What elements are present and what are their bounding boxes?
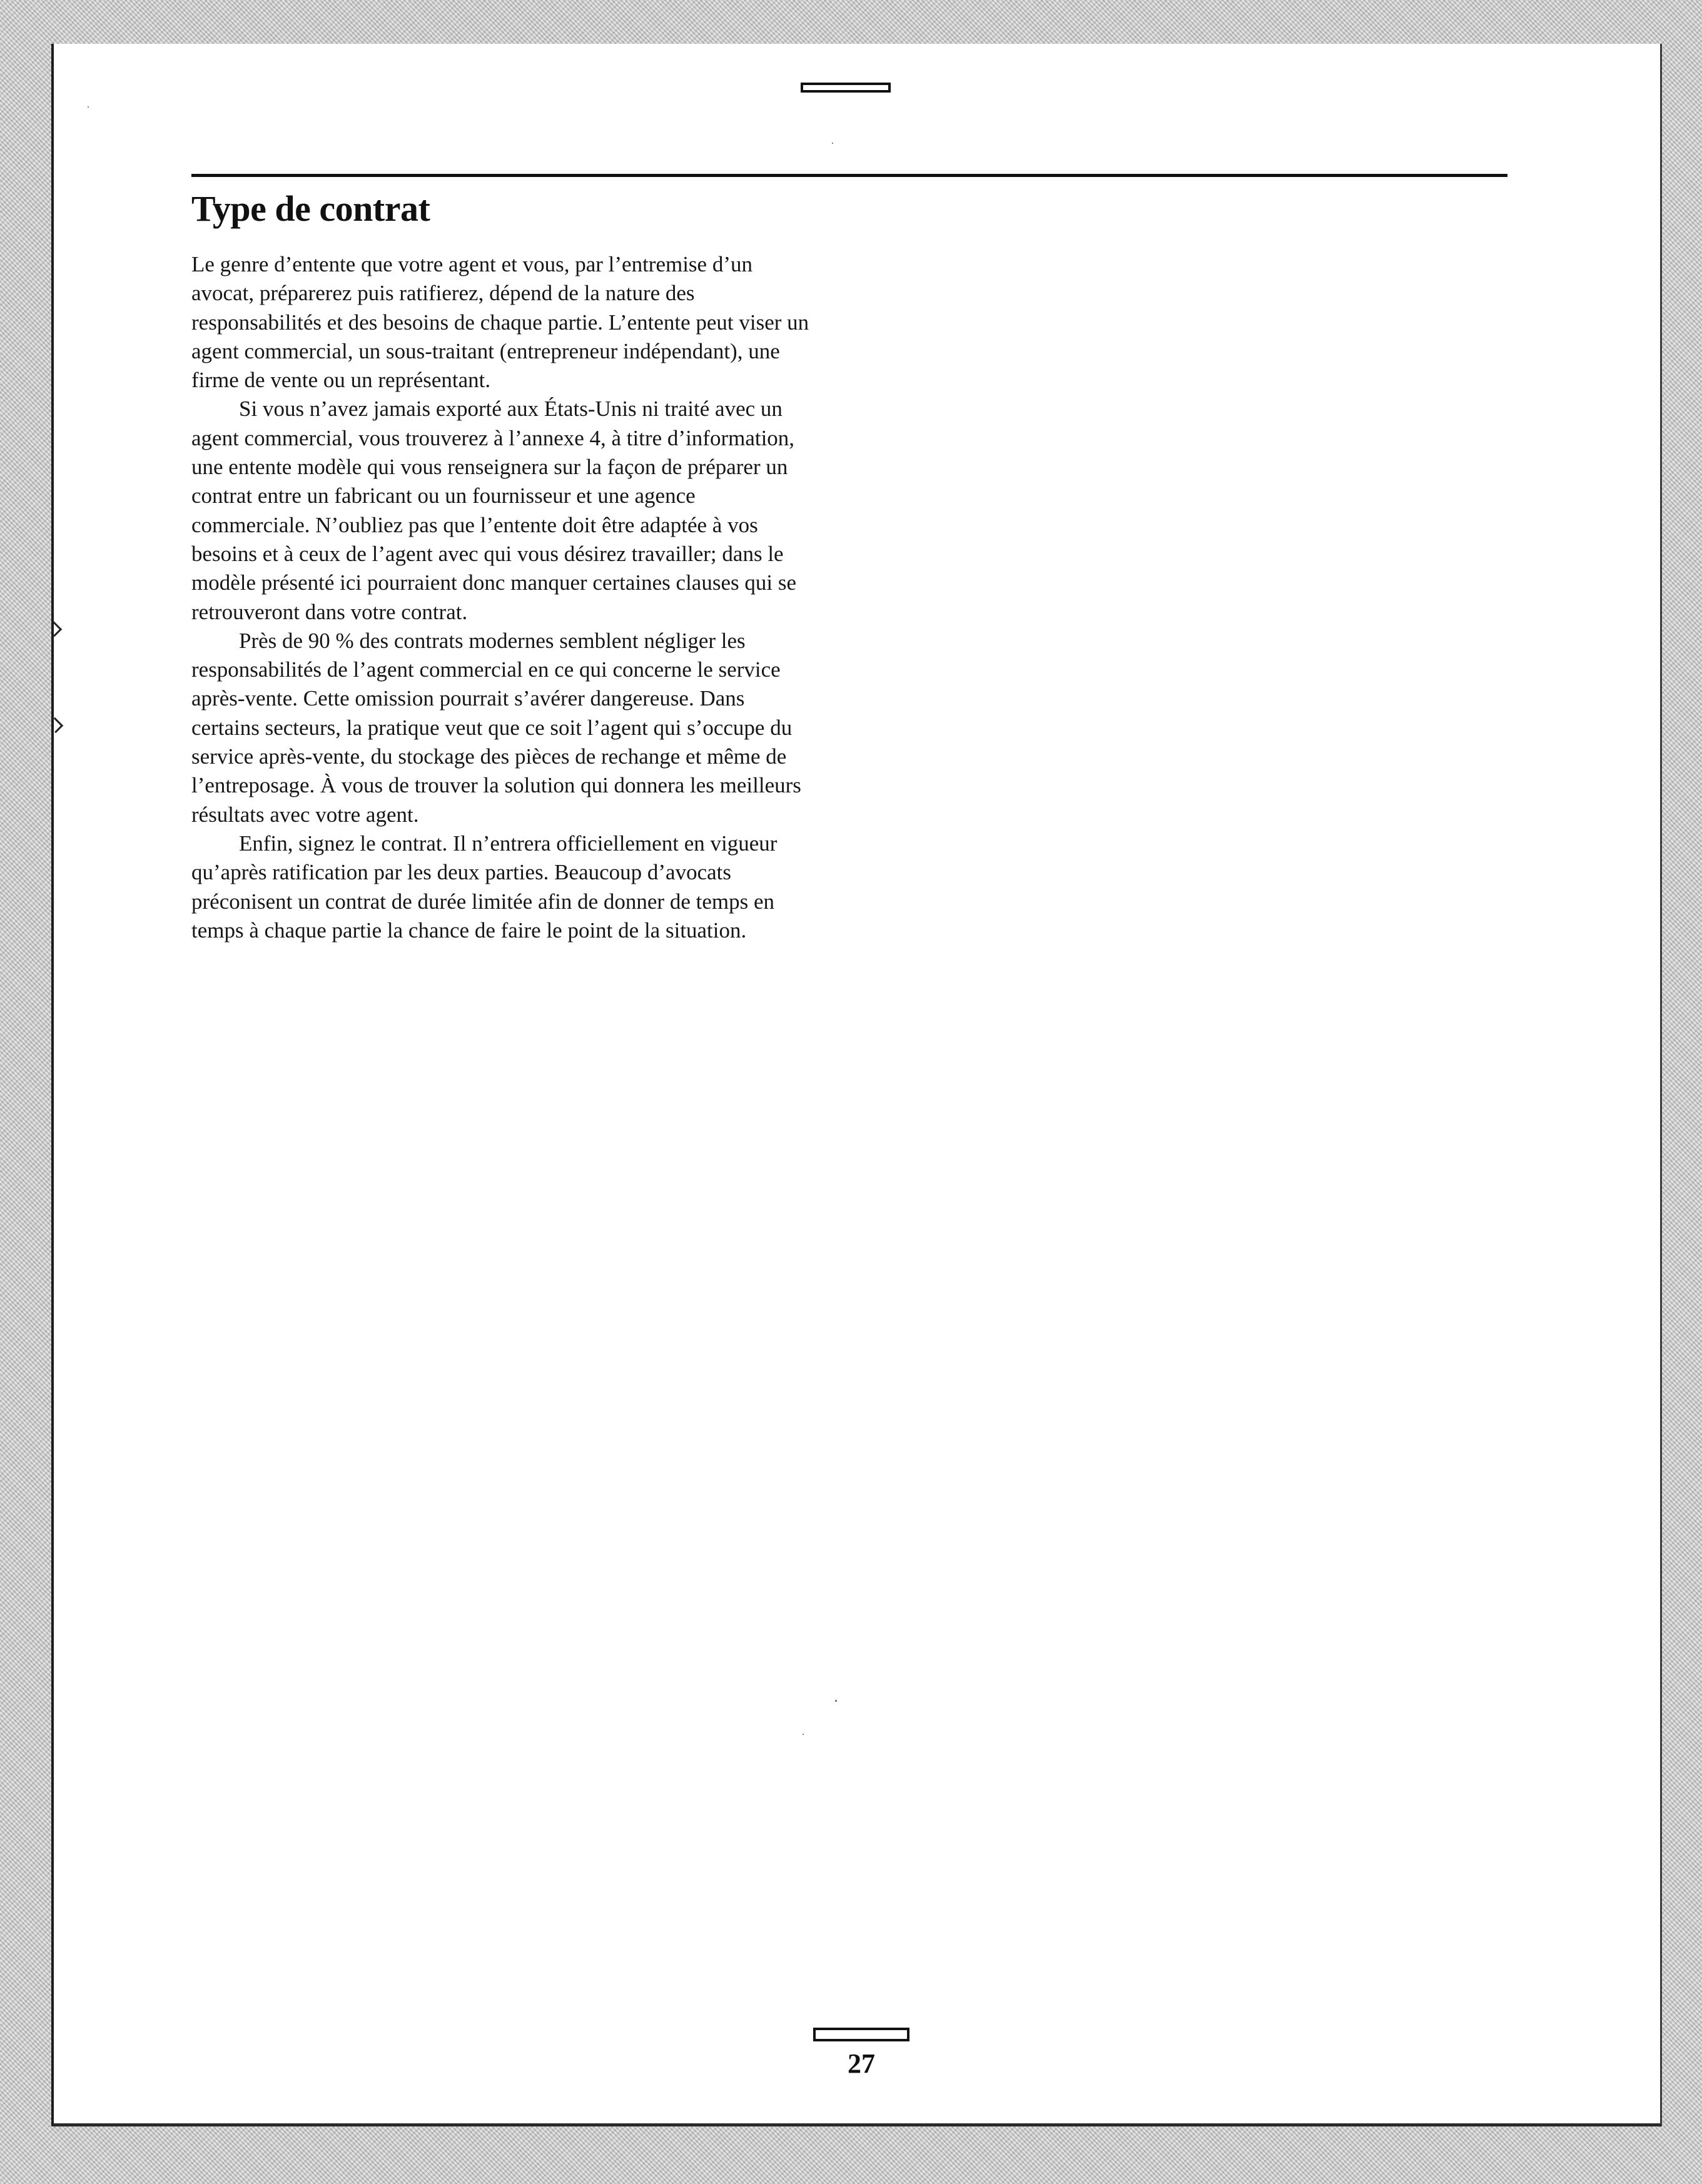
- paragraph-2: Si vous n’avez jamais exporté aux États-Unis ni traité avec un agent commercial, vous trouverez à l’annexe 4, à titre d’information, une entente modèle qui vous renseignera sur la façon de préparer un contrat entre un fabricant ou un fournisseur et une agence commerciale. N’oubliez pas que l’entente doit être adaptée à vos besoins et à ceux de l’agent avec qui vous désirez travailler; dans le modèle présenté ici pourraient donc manquer certaines clauses qui se retrouveront dans votre contrat.: [191, 397, 796, 624]
- scan-speck: [88, 106, 89, 108]
- section-title: Type de contrat: [191, 188, 430, 229]
- scan-speck: [832, 143, 833, 144]
- paragraph-1: Le genre d’entente que votre agent et vous, par l’entremise d’un avocat, préparerez puis ratifierez, dépend de la nature des responsabilités et des besoins de chaque partie. L’entente peut viser un agent commercial, un sous-traitant (entrepreneur indépendant), une firme de vente ou un représentant.: [191, 252, 809, 393]
- body-text: [191, 250, 817, 945]
- paragraph-3: Près de 90 % des contrats modernes semblent négliger les responsabilités de l’agent commercial en ce qui concerne le service après-vente. Cette omission pourrait s’avérer dangereuse. Dans certains secteurs, la pratique veut que ce soit l’agent qui s’occupe du service après-vente, du stockage des pièces de rechange et même de l’entreposage. À vous de trouver la solution qui donnera les meilleurs résultats avec votre agent.: [191, 628, 801, 827]
- header-ornament: [801, 83, 891, 93]
- paragraph-4: Enfin, signez le contrat. Il n’entrera officiellement en vigueur qu’après ratification par les deux parties. Beaucoup d’avocats préconisent un contrat de durée limitée afin de donner de temps en temps à chaque partie la chance de faire le point de la situation.: [191, 831, 778, 943]
- scan-speck: [803, 1734, 804, 1735]
- footer-ornament: [813, 2028, 909, 2041]
- page-number: 27: [848, 2048, 875, 2079]
- header-rule: [191, 174, 1507, 177]
- scan-speck: [835, 1700, 837, 1702]
